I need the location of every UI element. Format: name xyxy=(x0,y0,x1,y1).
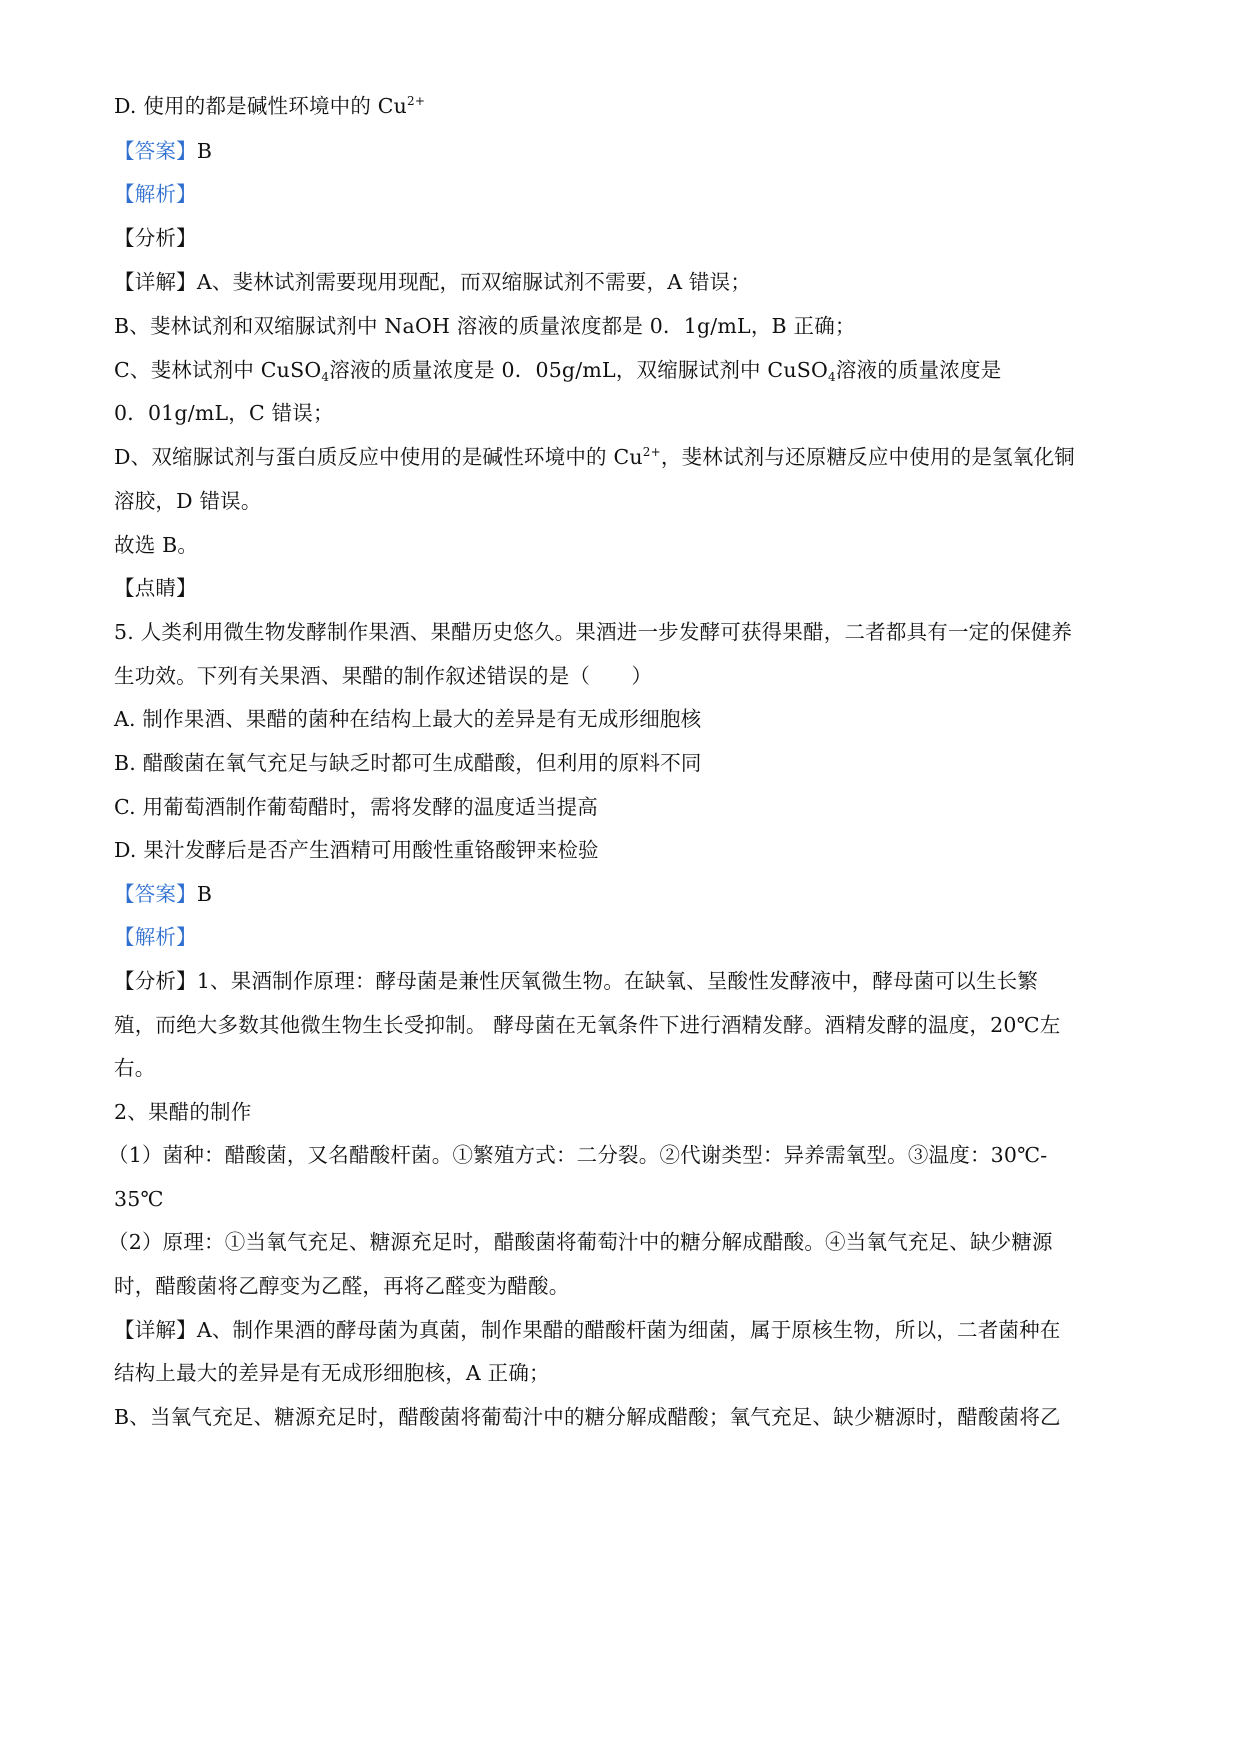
q5-item2-line1: （2）原理：①当氧气充足、糖源充足时，醋酸菌将葡萄汁中的糖分解成醋酸。④当氧气充足、缺少糖源 xyxy=(108,1230,1053,1254)
detail-tag: 【详解】 xyxy=(114,270,197,294)
q5-fenxi-line3: 右。 xyxy=(114,1056,156,1080)
q5-option-c: C. 用葡萄酒制作葡萄醋时，需将发酵的温度适当提高 xyxy=(114,795,598,819)
fenxi-tag: 【分析】 xyxy=(114,969,197,993)
q4-detail-c-line2: 0．01g/mL，C 错误； xyxy=(114,401,334,425)
superscript: 2+ xyxy=(407,94,426,108)
q5-analysis-tag: 【解析】 xyxy=(114,925,197,949)
q5-answer: 【答案】B xyxy=(114,882,213,906)
q5-detail-a-line1: 【详解】A、制作果酒的酵母菌为真菌，制作果醋的醋酸杆菌为细菌，属于原核生物，所以，二者菌种在 xyxy=(114,1318,1061,1342)
q4-detail-b: B、斐林试剂和双缩脲试剂中 NaOH 溶液的质量浓度都是 0．1g/mL，B 正确； xyxy=(114,314,856,338)
q4-analysis-tag: 【解析】 xyxy=(114,182,197,206)
q5-stem-line1: 5. 人类利用微生物发酵制作果酒、果醋历史悠久。果酒进一步发酵可获得果醋，二者都具有一定的保健养 xyxy=(114,620,1073,644)
q4-option-d: D. 使用的都是碱性环境中的 $Cu^{2+}$ xyxy=(114,94,426,118)
q5-fenxi-line1: 【分析】1、果酒制作原理：酵母菌是兼性厌氧微生物。在缺氧、呈酸性发酵液中，酵母菌可以生长繁 xyxy=(114,969,1039,993)
q4-detail-c-line1: C、斐林试剂中 CuSO$_4$溶液的质量浓度是 0．05g/mL，双缩脲试剂中 CuSO$_4$溶液的质量浓度是 xyxy=(114,358,1002,384)
q4-detail-d-line1: D、双缩脲试剂与蛋白质反应中使用的是碱性环境中的 $Cu^{2+}$，斐林试剂与还原糖反应中使用的是氢氧化铜 xyxy=(114,445,1075,469)
q5-item1-line1: （1）菌种：醋酸菌，又名醋酸杆菌。①繁殖方式：二分裂。②代谢类型：异养需氧型。③温度：30℃- xyxy=(108,1143,1048,1167)
q5-item2-line2: 时，醋酸菌将乙醇变为乙醛，再将乙醛变为醋酸。 xyxy=(114,1274,570,1298)
q4-dianjing-tag: 【点睛】 xyxy=(114,576,197,600)
q5-guocu-title: 2、果醋的制作 xyxy=(114,1100,252,1124)
q5-option-d: D. 果汁发酵后是否产生酒精可用酸性重铬酸钾来检验 xyxy=(114,838,599,862)
q5-detail-a-line2: 结构上最大的差异是有无成形细胞核，A 正确； xyxy=(114,1361,550,1385)
q5-stem-line2: 生功效。下列有关果酒、果醋的制作叙述错误的是（ ） xyxy=(114,664,653,688)
q5-fenxi-line2: 殖，而绝大多数其他微生物生长受抑制。 酵母菌在无氧条件下进行酒精发酵。酒精发酵的温度，20℃左 xyxy=(114,1013,1061,1037)
q4-choose: 故选 B。 xyxy=(114,533,199,557)
q5-item1-line2: 35℃ xyxy=(114,1187,164,1211)
q4-detail-a: 【详解】A、斐林试剂需要现用现配，而双缩脲试剂不需要，A 错误； xyxy=(114,270,752,294)
q5-option-a: A. 制作果酒、果醋的菌种在结构上最大的差异是有无成形细胞核 xyxy=(114,707,702,731)
q4-answer: 【答案】B xyxy=(114,139,213,163)
q5-detail-b-line1: B、当氧气充足、糖源充足时，醋酸菌将葡萄汁中的糖分解成醋酸；氧气充足、缺少糖源时，醋酸菌将乙 xyxy=(114,1405,1061,1429)
answer-tag: 【答案】 xyxy=(114,882,197,906)
answer-tag: 【答案】 xyxy=(114,139,197,163)
q4-detail-d-line2: 溶胶，D 错误。 xyxy=(114,489,262,513)
q4-fenxi-tag: 【分析】 xyxy=(114,226,197,250)
q5-option-b: B. 醋酸菌在氧气充足与缺乏时都可生成醋酸，但利用的原料不同 xyxy=(114,751,702,775)
detail-tag: 【详解】 xyxy=(114,1318,197,1342)
